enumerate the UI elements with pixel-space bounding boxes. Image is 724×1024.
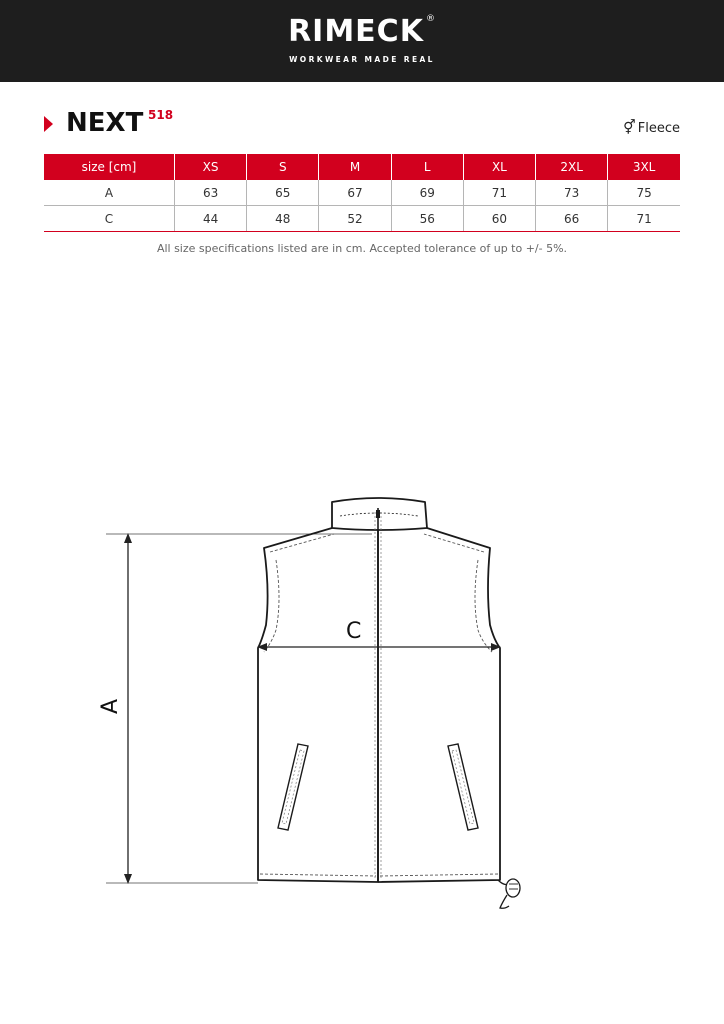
size-header-cell: XL: [463, 154, 535, 180]
vest-stitching: [260, 534, 498, 876]
size-header-cell: S: [247, 154, 319, 180]
brand-tagline: WORKWEAR MADE REAL: [289, 55, 435, 64]
table-cell: 73: [536, 180, 608, 206]
dimension-c-label: C: [346, 619, 362, 644]
zipper: [375, 508, 381, 882]
table-cell: 63: [175, 180, 247, 206]
unisex-icon: ⚥: [623, 120, 636, 136]
table-cell: 52: [319, 206, 391, 232]
table-cell: 60: [463, 206, 535, 232]
registered-mark: ®: [425, 14, 436, 24]
size-header-cell: L: [391, 154, 463, 180]
dimension-a-label: A: [98, 698, 124, 715]
table-cell: A: [44, 180, 175, 206]
table-cell: 69: [391, 180, 463, 206]
brand-name: RIMECK: [288, 14, 424, 49]
product-name: NEXT: [66, 108, 144, 138]
table-cell: 48: [247, 206, 319, 232]
size-header-cell: M: [319, 154, 391, 180]
table-cell: 71: [608, 206, 680, 232]
product-code: 518: [148, 108, 174, 122]
table-cell: C: [44, 206, 175, 232]
size-header-cell: 3XL: [608, 154, 680, 180]
table-cell: 67: [319, 180, 391, 206]
table-cell: 75: [608, 180, 680, 206]
hem-drawcord: [498, 879, 520, 908]
table-cell: 66: [536, 206, 608, 232]
table-cell: 65: [247, 180, 319, 206]
size-header-cell: 2XL: [536, 154, 608, 180]
size-header-cell: XS: [175, 154, 247, 180]
table-cell: 44: [175, 206, 247, 232]
tolerance-note: All size specifications listed are in cm. Accepted tolerance of up to +/- 5%.: [156, 242, 568, 255]
vest-outline: [258, 498, 500, 882]
material-text: Fleece: [637, 121, 680, 136]
table-cell: 71: [463, 180, 535, 206]
table-cell: 56: [391, 206, 463, 232]
size-header-cell: size [cm]: [44, 154, 175, 180]
